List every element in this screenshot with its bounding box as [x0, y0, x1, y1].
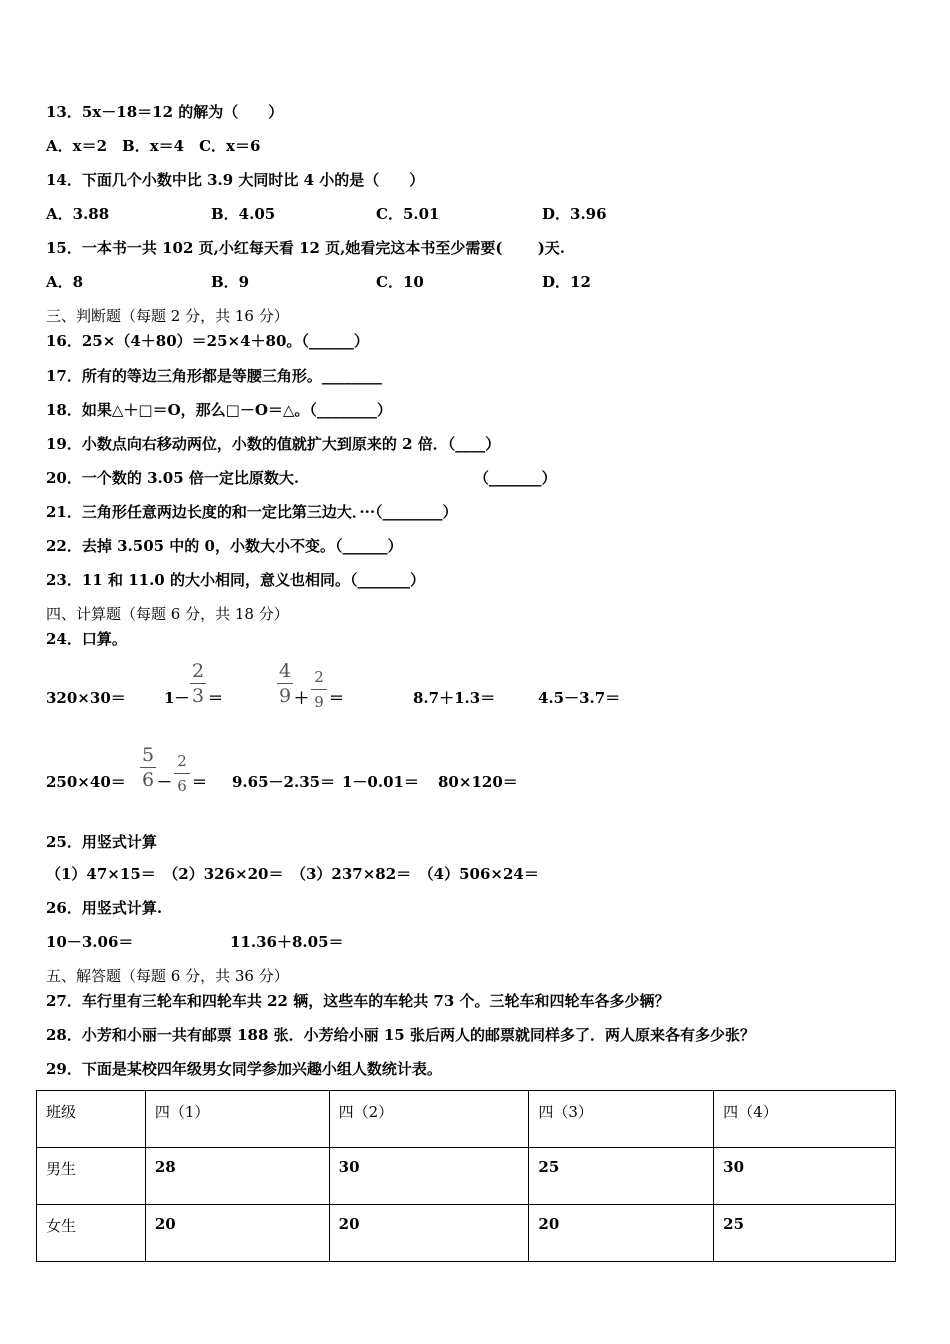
calc-r2-e2-operator: －: [157, 773, 173, 791]
q14-option-b: B．4.05: [211, 205, 276, 223]
table-header-row: [37, 1091, 896, 1148]
fraction-bar: [190, 683, 206, 684]
table-cell: 28: [145, 1148, 329, 1205]
fraction-bar: [174, 773, 190, 774]
question-18: 18．如果△＋□＝O，那么□－O＝△。（________）: [46, 401, 392, 419]
calc-r1-e2-prefix: 1－: [164, 689, 190, 707]
question-17: 17．所有的等边三角形都是等腰三角形。________: [46, 367, 382, 385]
table-cell: 20: [329, 1205, 529, 1262]
fraction-bar: [140, 767, 156, 768]
calc-r2-e2-fraction-2: [172, 752, 192, 795]
table-header-cell: 四（2）: [329, 1091, 529, 1148]
question-14: 14．下面几个小数中比 3.9 大同时比 4 小的是（ ）: [46, 171, 425, 189]
question-27: 27．车行里有三轮车和四轮车共 22 辆，这些车的车轮共 73 个。三轮车和四轮车各多少辆？: [46, 992, 670, 1010]
table-cell: 25: [529, 1148, 714, 1205]
question-26: 26．用竖式计算.: [46, 899, 163, 917]
calc-r1-e2-equals: ＝: [208, 689, 224, 707]
section-4-title: 四、计算题（每题 6 分，共 18 分）: [46, 605, 289, 623]
q15-option-c: C．10: [376, 273, 424, 291]
calc-r2-e1: 250×40＝: [46, 773, 126, 791]
calc-r1-e4: 8.7＋1.3＝: [413, 689, 496, 707]
table-header-cell: 班级: [37, 1091, 146, 1148]
calc-r2-e2-fraction-1: [138, 746, 158, 789]
question-29: 29．下面是某校四年级男女同学参加兴趣小组人数统计表。: [46, 1060, 442, 1078]
fraction-bar: [311, 689, 327, 690]
table-row: [37, 1148, 896, 1205]
section-3-title: 三、判断题（每题 2 分，共 16 分）: [46, 307, 289, 325]
q15-option-b: B．9: [211, 273, 250, 291]
q14-option-c: C．5.01: [376, 205, 440, 223]
table-header-cell: 四（4）: [714, 1091, 896, 1148]
question-28: 28．小芳和小丽一共有邮票 188 张．小芳给小丽 15 张后两人的邮票就同样多了．两人原来各有多少张？: [46, 1026, 755, 1044]
fraction-bar: [277, 683, 293, 684]
table-header-cell: 四（1）: [145, 1091, 329, 1148]
table-row-label: 女生: [37, 1205, 146, 1262]
calc-r1-e3-fraction-2: [309, 668, 329, 711]
q14-option-a: A．3.88: [46, 205, 110, 223]
fraction-denominator: 9: [278, 685, 292, 707]
question-19: 19．小数点向右移动两位，小数的值就扩大到原来的 2 倍．（____）: [46, 435, 501, 453]
question-20-blank: （_______）: [474, 469, 557, 487]
question-24: 24．口算。: [46, 630, 127, 648]
fraction-denominator: 3: [191, 685, 205, 707]
question-21: 21．三角形任意两边长度的和一定比第三边大．···（________）: [46, 503, 458, 521]
calc-r1-e1: 320×30＝: [46, 689, 126, 707]
calc-r2-e5: 80×120＝: [438, 773, 518, 791]
fraction-numerator: 2: [314, 668, 324, 686]
calc-r2-e3: 9.65－2.35＝: [232, 773, 336, 791]
question-26-b: 11.36＋8.05＝: [230, 933, 344, 951]
q15-option-a: A．8: [46, 273, 84, 291]
calc-r2-e2-equals: ＝: [192, 773, 208, 791]
interest-group-table: [36, 1090, 896, 1262]
question-13: 13．5x－18＝12 的解为（ ）: [46, 103, 284, 121]
table-cell: 30: [329, 1148, 529, 1205]
table-cell: 20: [145, 1205, 329, 1262]
question-13-options: A．x＝2 B．x＝4 C．x＝6: [46, 137, 261, 155]
section-5-title: 五、解答题（每题 6 分，共 36 分）: [46, 967, 289, 985]
q14-option-d: D．3.96: [542, 205, 607, 223]
table-cell: 25: [714, 1205, 896, 1262]
fraction-denominator: 6: [177, 777, 187, 795]
fraction-denominator: 6: [141, 769, 155, 791]
calc-r1-e5: 4.5－3.7＝: [538, 689, 621, 707]
question-15: 15．一本书一共 102 页,小红每天看 12 页,她看完这本书至少需要( )天.: [46, 239, 566, 257]
table-row-label: 男生: [37, 1148, 146, 1205]
question-16: 16．25×（4＋80）＝25×4＋80。（______）: [46, 332, 369, 350]
question-23: 23．11 和 11.0 的大小相同，意义也相同。（_______）: [46, 571, 425, 589]
calc-r1-e3-fraction-1: [275, 662, 295, 705]
calc-r1-e2-fraction: [188, 662, 208, 705]
question-22: 22．去掉 3.505 中的 0，小数大小不变。（______）: [46, 537, 403, 555]
fraction-numerator: 2: [177, 752, 187, 770]
fraction-denominator: 9: [314, 693, 324, 711]
table-cell: 20: [529, 1205, 714, 1262]
table-cell: 30: [714, 1148, 896, 1205]
table-header-cell: 四（3）: [529, 1091, 714, 1148]
q15-option-d: D．12: [542, 273, 591, 291]
calc-r1-e3-operator: ＋: [294, 689, 310, 707]
question-20: 20．一个数的 3.05 倍一定比原数大.: [46, 469, 300, 487]
calc-r2-e4: 1－0.01＝: [342, 773, 419, 791]
table-row: [37, 1205, 896, 1262]
question-25-items: （1）47×15＝ （2）326×20＝ （3）237×82＝ （4）506×24＝: [46, 865, 539, 883]
question-25: 25．用竖式计算: [46, 833, 157, 851]
question-26-a: 10－3.06＝: [46, 933, 134, 951]
fraction-numerator: 2: [191, 660, 205, 682]
fraction-numerator: 5: [141, 744, 155, 766]
fraction-numerator: 4: [278, 660, 292, 682]
calc-r1-e3-equals: ＝: [329, 689, 345, 707]
